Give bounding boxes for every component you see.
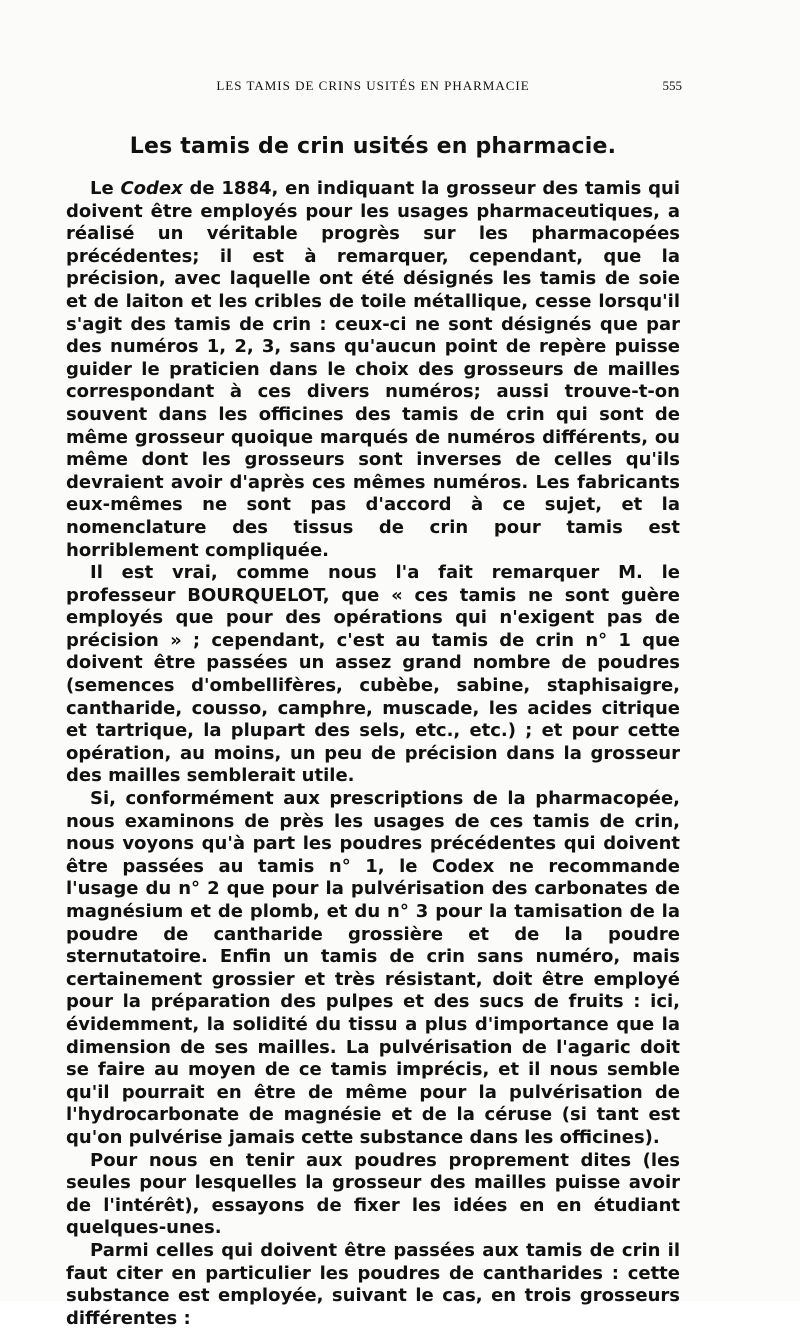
article-title: Les tamis de crin usités en pharmacie. <box>129 134 617 159</box>
paragraph-1-text: de 1884, en indiquant la grosseur des tamis qui doivent être employés pour les usages pharmaceutiques, a réalisé un véritable progrès sur les pharmacopées précédentes; il est à remarquer, cependant, que la précision, avec laquelle ont été désignés les tamis de soie et de laiton et les cribles de toile métallique, cesse lorsqu'il s'agit des tamis de crin : ceux-ci ne sont désignés que par des numéros 1, 2, 3, sans qu'aucun point de repère puisse guider le praticien dans le choix des grosseurs de mailles correspondant à ces divers numéros; aussi trouve-t-on souvent dans les officines des tamis de crin qui sont de même grosseur quoique marqués de numéros différents, ou même dont les grosseurs sont inverses de celles qu'ils devraient avoir d'après ces mêmes numéros. Les fabricants eux-mêmes ne sont pas d'accord à ce sujet, et la nomenclature des tissus de crin pour tamis est horriblement compliquée. <box>66 178 680 561</box>
paragraph-4: Pour nous en tenir aux poudres proprement dites (les seules pour lesquelles la grosseur des mailles puisse avoir de l'intérêt), essayons de fixer les idées en en étudiant quelques-unes. <box>66 1149 680 1239</box>
article-body <box>66 178 680 1330</box>
running-title: LES TAMIS DE CRINS USITÉS EN PHARMACIE <box>216 78 530 93</box>
page-number: 555 <box>662 78 682 93</box>
paragraph-1-lead: Le <box>90 178 121 199</box>
paragraph-5: Parmi celles qui doivent être passées aux tamis de crin il faut citer en particulier les poudres de cantharides : cette substance est employée, suivant le cas, en trois grosseurs différentes : <box>66 1239 680 1329</box>
paragraph-3: Si, conformément aux prescriptions de la pharmacopée, nous examinons de près les usages de ces tamis de crin, nous voyons qu'à part les poudres précédentes qui doivent être passées au tamis n° 1, le Codex ne recommande l'usage du n° 2 que pour la pulvérisation des carbonates de magnésium et de plomb, et du n° 3 pour la tamisation de la poudre de cantharide grossière et de la poudre sternutatoire. Enfin un tamis de crin sans numéro, mais certainement grossier et très résistant, doit être employé pour la préparation des pulpes et des sucs de fruits : ici, évidemment, la solidité du tissu a plus d'importance que la dimension de ses mailles. La pulvérisation de l'agaric doit se faire au moyen de ce tamis imprécis, et il nous semble qu'il pourrait en être de même pour la pulvérisation de l'hydrocarbonate de magnésie et de la céruse (si tant est qu'on pulvérise jamais cette substance dans les officines). <box>66 788 680 1148</box>
paragraph-2: Il est vrai, comme nous l'a fait remarquer M. le professeur BOURQUELOT, que « ces tamis ne sont guère employés que pour des opérations qui n'exigent pas de précision » ; cependant, c'est au tamis de crin n° 1 que doivent être passées un assez grand nombre de poudres (semences d'ombellifères, cubèbe, sabine, staphisaigre, cantharide, cousso, camphre, muscade, les acides citrique et tartrique, la plupart des sels, etc., etc.) ; et pour cette opération, au moins, un peu de précision dans la grosseur des mailles semblerait utile. <box>66 562 680 787</box>
paragraph-1 <box>66 178 680 562</box>
running-header <box>66 78 680 98</box>
codex-italic: Codex <box>120 178 183 199</box>
